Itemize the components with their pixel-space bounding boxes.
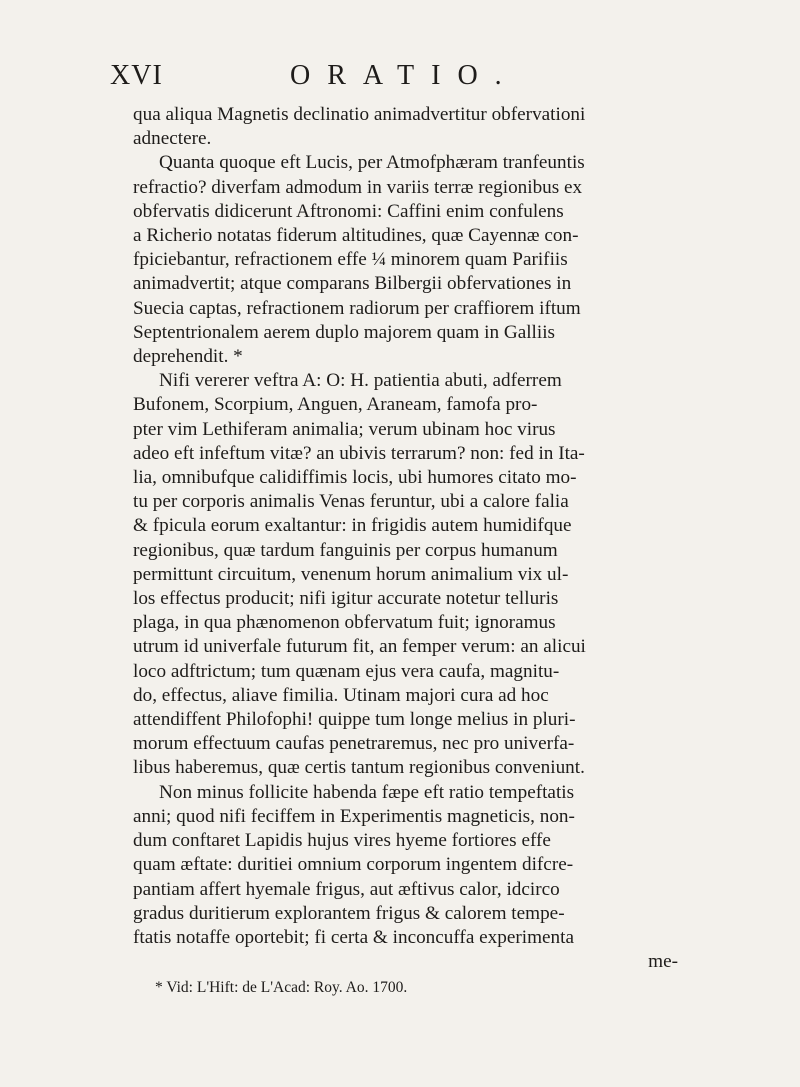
text-line: qua aliqua Magnetis declinatio animadvertitur obfervationi	[133, 104, 586, 125]
text-line: Suecia captas, refractionem radiorum per craffiorem iftum	[133, 297, 581, 319]
text-line: Quanta quoque eft Lucis, per Atmofphæram tranfeuntis	[159, 152, 585, 174]
catchword: me-	[648, 951, 678, 973]
text-line: libus haberemus, quæ certis tantum regionibus conveniunt.	[133, 757, 585, 779]
text-line: Nifi vererer veftra A: O: H. patientia abuti, adferrem	[159, 370, 562, 392]
text-line: adeo eft infeftum vitæ? an ubivis terrarum? non: fed in Ita-	[133, 442, 585, 464]
text-line: obfervatis didicerunt Aftronomi: Caffini enim confulens	[133, 200, 564, 222]
text-line: refractio? diverfam admodum in variis terræ regionibus ex	[133, 176, 583, 198]
text-line: pantiam affert hyemale frigus, aut æftivus calor, idcirco	[133, 878, 560, 900]
text-line: adnectere.	[133, 128, 212, 150]
running-title: ORATIO.	[290, 60, 519, 91]
text-line: morum effectuum caufas penetraremus, nec pro univerfa-	[133, 733, 575, 755]
text-line: fpiciebantur, refractionem effe ¼ minorem quam Parifiis	[133, 249, 568, 271]
text-line: anni; quod nifi feciffem in Experimentis magneticis, non-	[133, 805, 575, 827]
body-text	[133, 103, 678, 1001]
page-number: XVI	[110, 60, 163, 91]
text-line: Non minus follicite habenda fæpe eft ratio tempeftatis	[159, 781, 575, 803]
text-line: loco adftrictum; tum quænam ejus vera caufa, magnitu-	[133, 660, 560, 682]
text-line: & fpicula eorum exaltantur: in frigidis autem humidifque	[133, 515, 572, 537]
text-line: Bufonem, Scorpium, Anguen, Araneam, famofa pro-	[133, 394, 538, 416]
text-line: dum conftaret Lapidis hujus vires hyeme fortiores effe	[133, 830, 551, 852]
footnote: * Vid: L'Hift: de L'Acad: Roy. Ao. 1700.	[155, 979, 408, 997]
text-line: plaga, in qua phænomenon obfervatum fuit; ignoramus	[133, 612, 556, 634]
text-line: pter vim Lethiferam animalia; verum ubinam hoc virus	[133, 418, 556, 440]
text-line: tu per corporis animalis Venas feruntur, ubi a calore falia	[133, 491, 569, 513]
text-line: quam æftate: duritiei omnium corporum ingentem difcre-	[133, 854, 574, 876]
text-line: utrum id univerfale futurum fit, an femper verum: an alicui	[133, 636, 586, 658]
text-line: a Richerio notatas fiderum altitudines, quæ Cayennæ con-	[133, 225, 579, 247]
text-line: Septentrionalem aerem duplo majorem quam in Galliis	[133, 321, 556, 343]
text-line: lia, omnibufque calidiffimis locis, ubi humores citato mo-	[133, 467, 577, 489]
text-line: los effectus producit; nifi igitur accurate notetur telluris	[133, 588, 559, 610]
text-line: deprehendit. *	[133, 346, 243, 368]
text-line: animadvertit; atque comparans Bilbergii obfervationes in	[133, 273, 572, 295]
text-line: permittunt circuitum, venenum horum animalium vix ul-	[133, 563, 569, 585]
text-line: ftatis notaffe oportebit; fi certa & inconcuffa experimenta	[133, 926, 574, 948]
text-line: regionibus, quæ tardum fanguinis per corpus humanum	[133, 539, 558, 561]
text-line: gradus duritierum explorantem frigus & calorem tempe-	[133, 902, 565, 924]
page-header	[0, 52, 800, 92]
text-line: attendiffent Philofophi! quippe tum longe melius in pluri-	[133, 709, 576, 731]
text-line: do, effectus, aliave fimilia. Utinam majori cura ad hoc	[133, 684, 549, 706]
